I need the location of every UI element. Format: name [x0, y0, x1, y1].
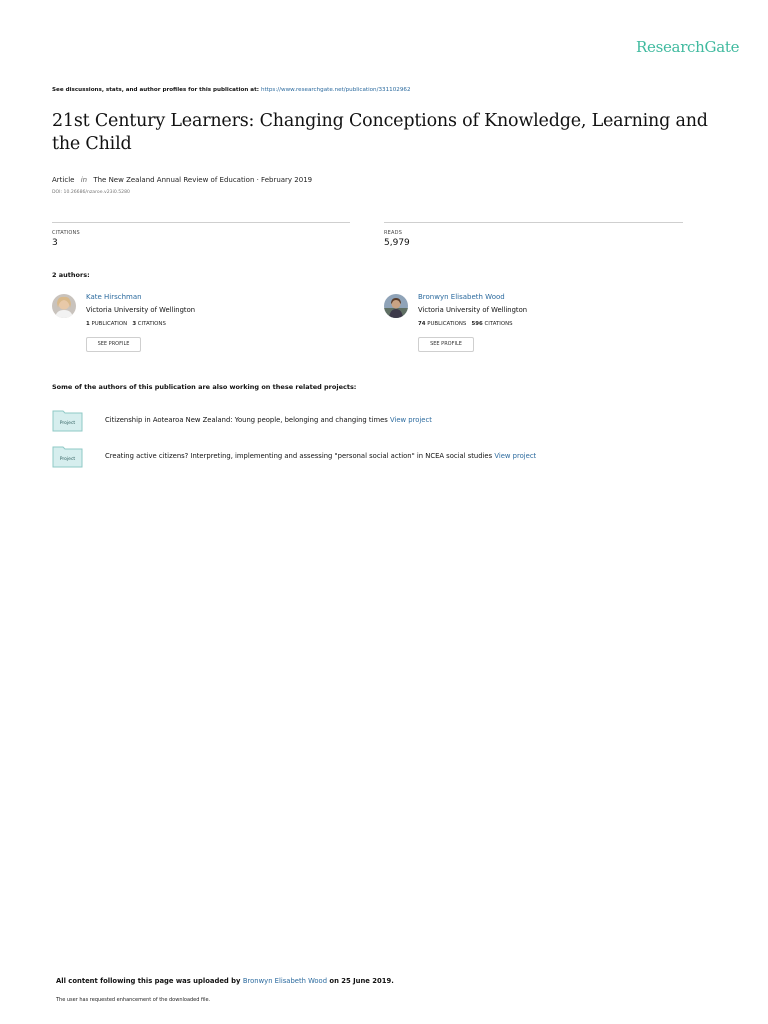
author-1-citations-count: 3: [132, 321, 137, 327]
journal-info: The New Zealand Annual Review of Education · February 2019: [93, 176, 313, 184]
author-1-institution: Victoria University of Wellington: [86, 306, 196, 314]
avatar-photo-icon: [384, 294, 408, 318]
authors-heading: 2 authors:: [52, 271, 90, 279]
enhancement-note: The user has requested enhancement of the downloaded file.: [56, 997, 211, 1003]
author-2-name[interactable]: Bronwyn Elisabeth Wood: [418, 293, 505, 301]
projects-heading: Some of the authors of this publication are also working on these related projects:: [52, 383, 357, 391]
reads-value: 5,979: [384, 238, 410, 248]
author-1-citations-label: CITATIONS: [137, 321, 166, 327]
paper-title: 21st Century Learners: Changing Conceptions of Knowledge, Learning and the Child: [52, 111, 708, 154]
folder-icon: [52, 444, 83, 468]
author-2-see-profile-button[interactable]: SEE PROFILE: [418, 337, 474, 352]
author-1-avatar[interactable]: [52, 294, 76, 318]
project-1-title: Citizenship in Aotearoa New Zealand: Young people, belonging and changing times: [105, 416, 388, 424]
author-2-institution: Victoria University of Wellington: [418, 306, 528, 314]
project-2-folder-icon[interactable]: [52, 444, 83, 468]
uploaded-suffix: on 25 June 2019.: [329, 977, 394, 985]
project-1-view-link[interactable]: View project: [389, 416, 432, 424]
author-2-citations-label: CITATIONS: [484, 321, 513, 327]
author-1-publications-label: PUBLICATION: [91, 321, 128, 327]
author-2-publications-label: PUBLICATIONS: [427, 321, 467, 327]
author-2-publications-count: 74: [418, 321, 426, 327]
article-meta: [52, 176, 312, 184]
author-1-name[interactable]: Kate Hirschman: [86, 293, 142, 301]
project-1-folder-icon[interactable]: [52, 408, 83, 432]
author-2-avatar[interactable]: [384, 294, 408, 318]
folder-icon: [52, 408, 83, 432]
project-2-title: Creating active citizens? Interpreting, implementing and assessing "personal social action" in NCEA social studies: [105, 452, 493, 460]
article-type: Article: [52, 176, 75, 184]
author-1-see-profile-button[interactable]: SEE PROFILE: [86, 337, 141, 352]
uploaded-by-line: [56, 977, 394, 985]
author-1-stats: [86, 321, 166, 327]
citations-label: CITATIONS: [52, 230, 80, 236]
author-2-stats: [418, 321, 513, 327]
project-1-icon-label: Project: [59, 421, 76, 426]
author-2-citations-count: 596: [471, 321, 483, 327]
reads-label: READS: [384, 230, 403, 236]
publication-url-link[interactable]: https://www.researchgate.net/publication/331102962: [260, 87, 411, 93]
in-word: in: [80, 176, 88, 184]
uploader-link[interactable]: Bronwyn Elisabeth Wood: [242, 977, 328, 985]
project-2-row: [105, 452, 536, 460]
avatar-photo-icon: [52, 294, 76, 318]
citations-value: 3: [52, 238, 58, 248]
researchgate-logo[interactable]: ResearchGate: [636, 38, 740, 56]
divider-citations: [52, 222, 350, 223]
project-1-row: [105, 416, 432, 424]
divider-reads: [384, 222, 683, 223]
project-2-icon-label: Project: [59, 457, 76, 462]
project-2-view-link[interactable]: View project: [494, 452, 537, 460]
doi-text: DOI: 10.26686/nzaroe.v23i0.5280: [52, 190, 130, 195]
see-discussions-text: See discussions, stats, and author profiles for this publication at:: [52, 87, 259, 93]
author-1-publications-count: 1: [86, 321, 90, 327]
uploaded-prefix: All content following this page was uploaded by: [56, 977, 241, 985]
see-discussions-line: [52, 87, 411, 93]
